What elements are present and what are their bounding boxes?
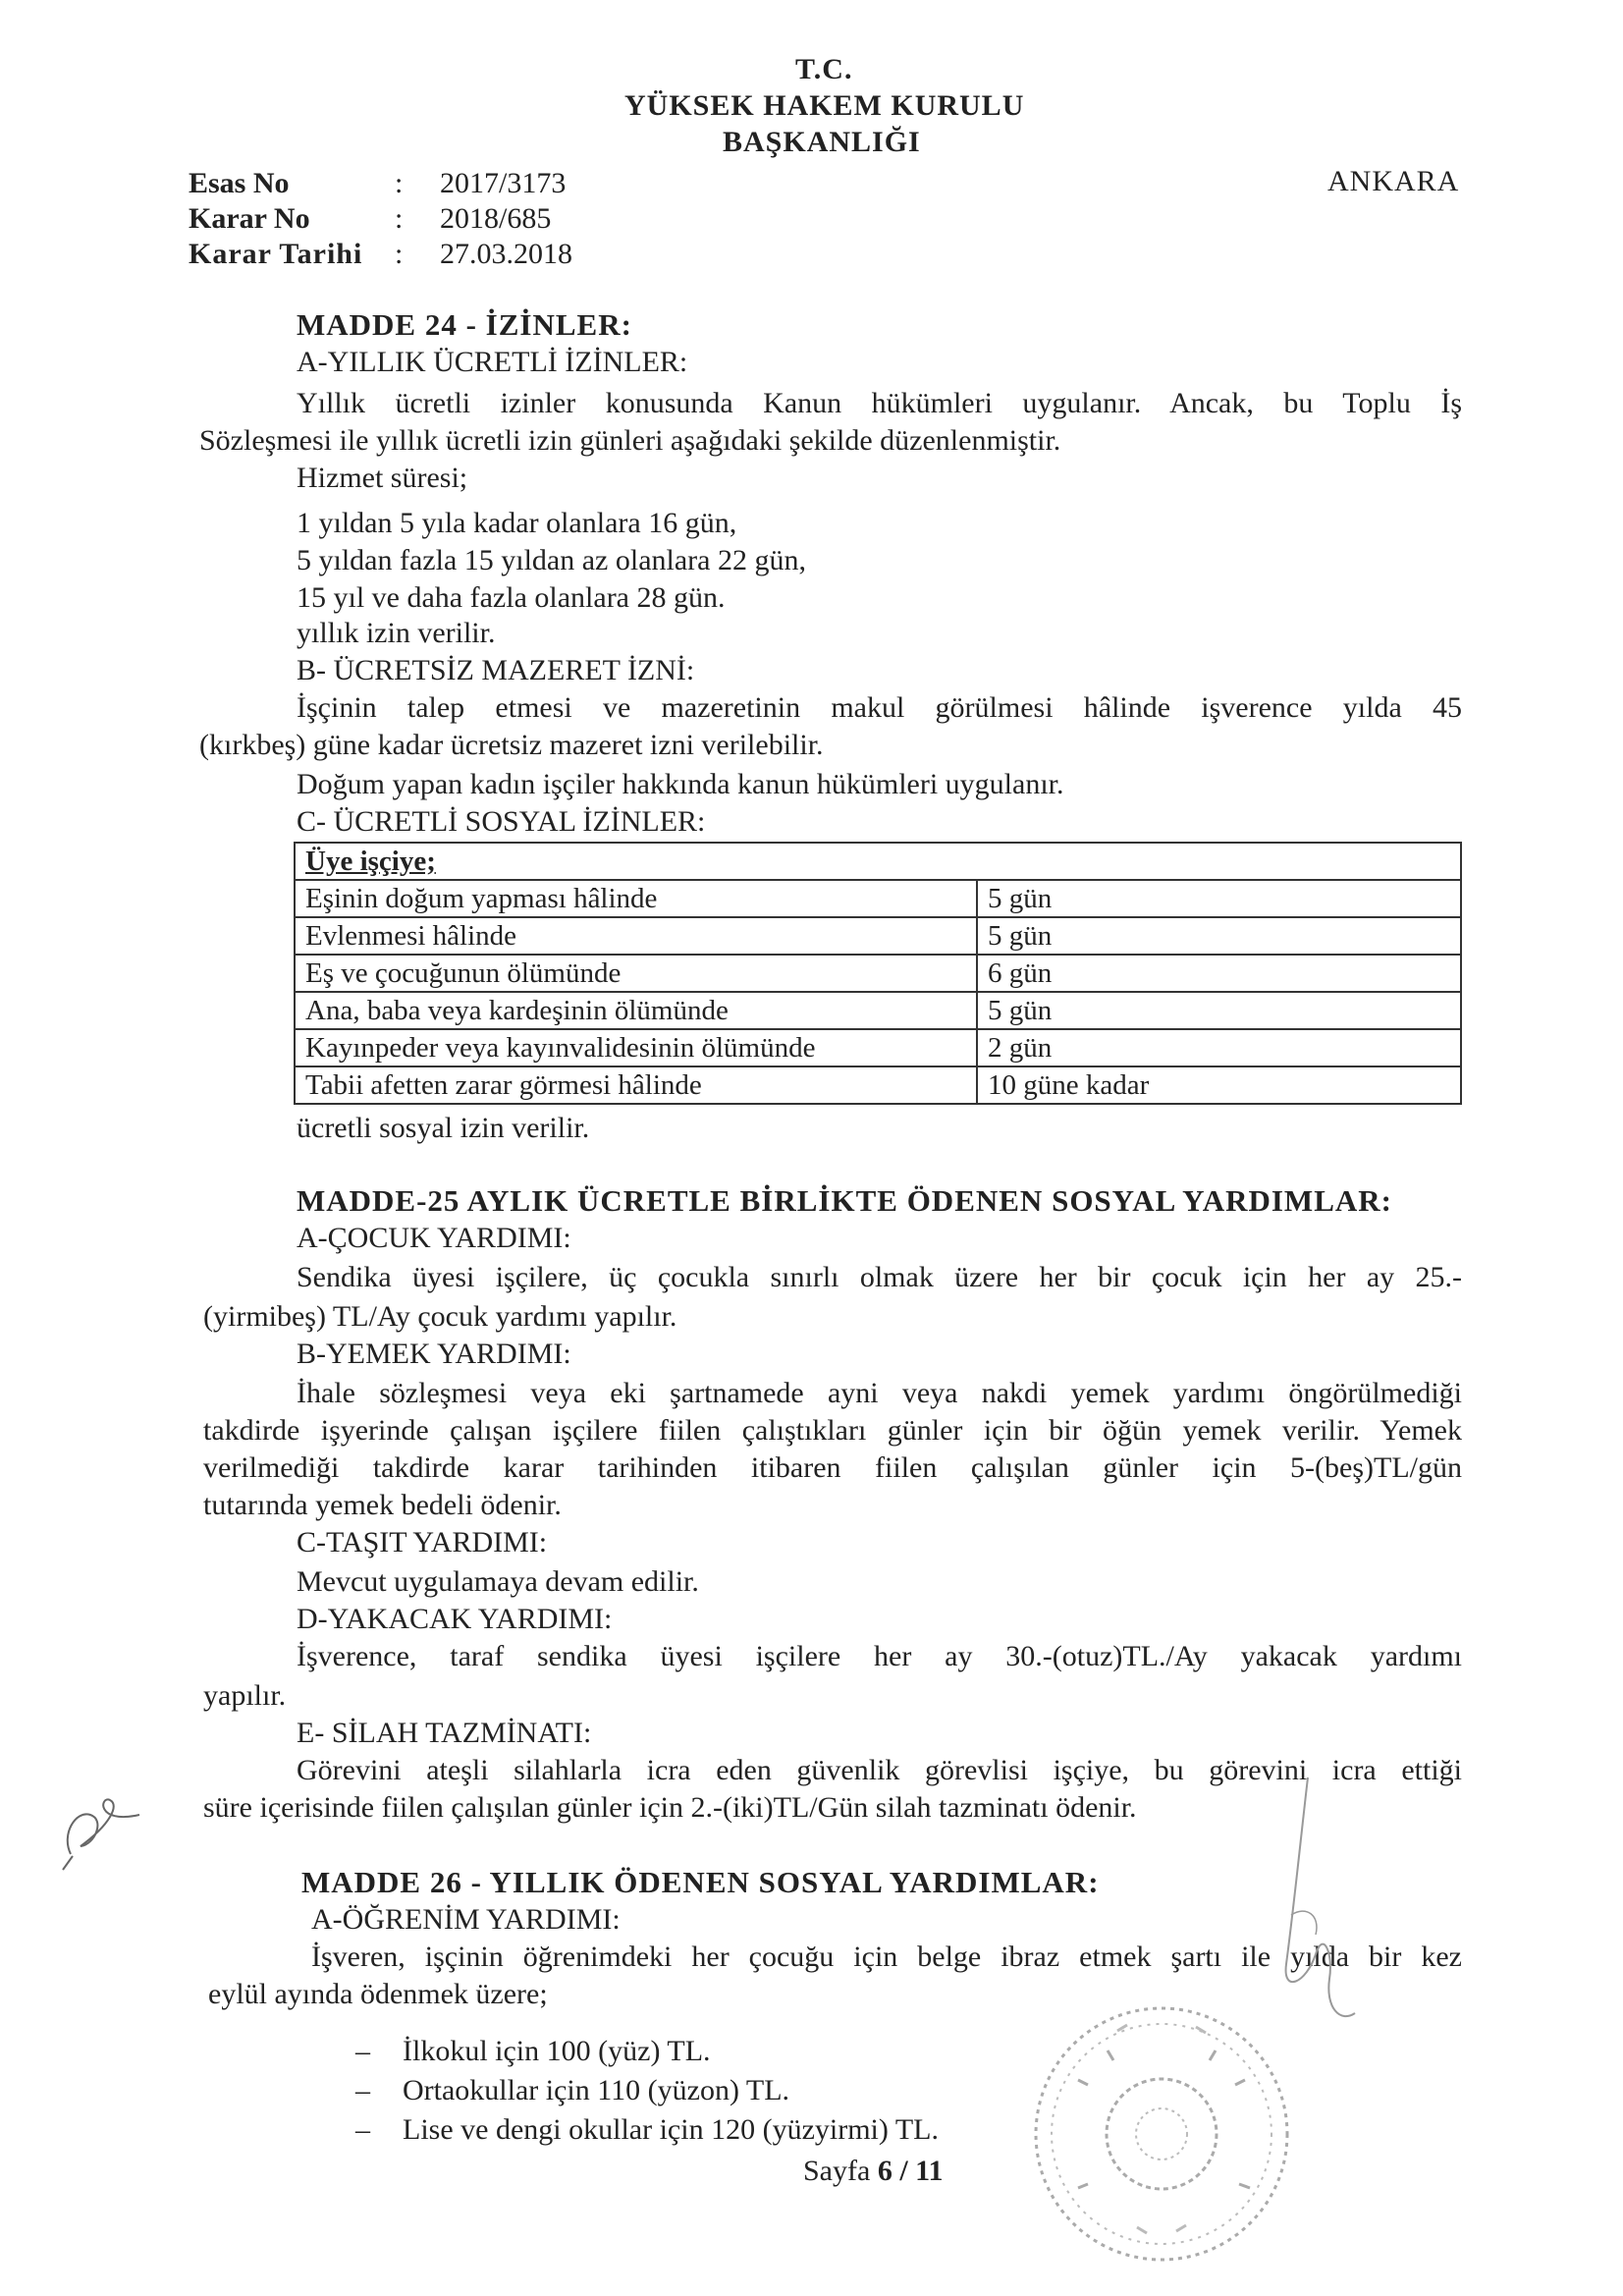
paragraph-line: 1 yıldan 5 yıla kadar olanlara 16 gün, [297, 507, 737, 539]
table-cell-days: 5 gün [977, 917, 1461, 955]
header-city: ANKARA [1327, 165, 1460, 197]
page-label: Sayfa [803, 2155, 871, 2187]
table-cell-days: 10 güne kadar [977, 1066, 1461, 1104]
list-item: İlkokul için 100 (yüz) TL. [403, 2035, 711, 2067]
meta-sep: : [395, 167, 404, 199]
table-cell-reason: Ana, baba veya kardeşinin ölümünde [295, 992, 977, 1029]
meta-label: Karar Tarihi [189, 238, 363, 270]
table-cell-days: 6 gün [977, 955, 1461, 992]
page-number [803, 2153, 944, 2190]
subsection-title: B-YEMEK YARDIMI: [297, 1338, 571, 1370]
list-item: Lise ve dengi okullar için 120 (yüzyirmi) TL. [403, 2113, 939, 2146]
subsection-title: B- ÜCRETSİZ MAZERET İZNİ: [297, 654, 695, 686]
paragraph-line: takdirde işyerinde çalışan işçilere fiilen çalıştıkları günler için bir öğün yemek verilir. Yemek [203, 1414, 1462, 1447]
meta-sep: : [395, 238, 404, 270]
table-cell-days: 2 gün [977, 1029, 1461, 1066]
subsection-title: D-YAKACAK YARDIMI: [297, 1603, 613, 1635]
section-title-m24: MADDE 24 - İZİNLER: [297, 307, 632, 342]
paragraph-line: 15 yıl ve daha fazla olanlara 28 gün. [297, 581, 726, 614]
paragraph-line: İhale sözleşmesi veya eki şartnamede ayni veya nakdi yemek yardımı öngörülmediği [297, 1377, 1462, 1409]
table-header-cell: Üye işçiye; [295, 843, 1461, 880]
subsection-title: A-ÖĞRENİM YARDIMI: [311, 1903, 621, 1936]
list-bullet: – [355, 2074, 370, 2106]
paragraph-line: 5 yıldan fazla 15 yıldan az olanlara 22 gün, [297, 544, 806, 576]
paragraph-line: Görevini ateşli silahlarla icra eden güvenlik görevlisi işçiye, bu görevini icra ettiği [297, 1754, 1462, 1786]
paragraph-line: Sendika üyesi işçilere, üç çocukla sınırlı olmak üzere her bir çocuk için her ay 25.- [297, 1261, 1462, 1293]
paragraph-line: İşveren, işçinin öğrenimdeki her çocuğu için belge ibraz etmek şartı ile yılda bir kez [311, 1941, 1462, 1973]
subsection-title: E- SİLAH TAZMİNATI: [297, 1717, 592, 1749]
paragraph-line: eylül ayında ödenmek üzere; [208, 1978, 548, 2010]
table-cell-reason: Evlenmesi hâlinde [295, 917, 977, 955]
official-seal-stamp [1019, 1992, 1304, 2276]
paragraph-line: İşverence, taraf sendika üyesi işçilere her ay 30.-(otuz)TL./Ay yakacak yardımı [297, 1640, 1462, 1672]
paragraph-line: yapılır. [203, 1679, 287, 1712]
list-bullet: – [355, 2113, 370, 2146]
table-row [295, 880, 1461, 917]
paragraph-line: ücretli sosyal izin verilir. [297, 1112, 590, 1144]
table-row [295, 1066, 1461, 1104]
header-presidency: BAŞKANLIĞI [723, 126, 921, 158]
page-separator: / [899, 2155, 908, 2187]
list-bullet: – [355, 2035, 370, 2067]
paragraph-line: Doğum yapan kadın işçiler hakkında kanun hükümleri uygulanır. [297, 768, 1064, 800]
paragraph-line: (yirmibeş) TL/Ay çocuk yardımı yapılır. [203, 1300, 677, 1333]
page-current: 6 [877, 2155, 893, 2187]
header-institution: YÜKSEK HAKEM KURULU [624, 89, 1025, 122]
paragraph-line: yıllık izin verilir. [297, 617, 496, 649]
header-tc: T.C. [795, 53, 853, 85]
list-item: Ortaokullar için 110 (yüzon) TL. [403, 2074, 790, 2106]
paragraph-line: Hizmet süresi; [297, 462, 468, 494]
subsection-title: C- ÜCRETLİ SOSYAL İZİNLER: [297, 805, 706, 838]
meta-value: 2017/3173 [440, 167, 567, 199]
paragraph-line: süre içerisinde fiilen çalışılan günler için 2.-(iki)TL/Gün silah tazminatı ödenir. [203, 1791, 1137, 1824]
section-title-m26: MADDE 26 - YILLIK ÖDENEN SOSYAL YARDIMLAR: [301, 1865, 1100, 1899]
section-title-m25: MADDE-25 AYLIK ÜCRETLE BİRLİKTE ÖDENEN SOSYAL YARDIMLAR: [297, 1183, 1392, 1218]
meta-value: 27.03.2018 [440, 238, 572, 270]
table-row [295, 955, 1461, 992]
table-cell-reason: Kayınpeder veya kayınvalidesinin ölümünde [295, 1029, 977, 1066]
subsection-title: C-TAŞIT YARDIMI: [297, 1526, 548, 1558]
table-row [295, 917, 1461, 955]
table-cell-reason: Eşinin doğum yapması hâlinde [295, 880, 977, 917]
paragraph-line: Mevcut uygulamaya devam edilir. [297, 1565, 699, 1598]
page-total: 11 [915, 2155, 944, 2187]
meta-label: Karar No [189, 202, 310, 235]
meta-value: 2018/685 [440, 202, 552, 235]
table-cell-days: 5 gün [977, 992, 1461, 1029]
paragraph-line: tutarında yemek bedeli ödenir. [203, 1489, 562, 1521]
paragraph-line: Yıllık ücretli izinler konusunda Kanun hükümleri uygulanır. Ancak, bu Toplu İş [297, 387, 1462, 419]
table-cell-reason: Tabii afetten zarar görmesi hâlinde [295, 1066, 977, 1104]
table-cell-days: 5 gün [977, 880, 1461, 917]
table-cell-reason: Eş ve çocuğunun ölümünde [295, 955, 977, 992]
paragraph-line: İşçinin talep etmesi ve mazeretinin makul görülmesi hâlinde işverence yılda 45 [297, 691, 1462, 724]
meta-label: Esas No [189, 167, 290, 199]
paragraph-line: Sözleşmesi ile yıllık ücretli izin günleri aşağıdaki şekilde düzenlenmiştir. [199, 424, 1061, 457]
table-row [295, 992, 1461, 1029]
subsection-title: A-ÇOCUK YARDIMI: [297, 1222, 571, 1254]
subsection-title: A-YILLIK ÜCRETLİ İZİNLER: [297, 346, 688, 378]
paragraph-line: verilmediği takdirde karar tarihinden itibaren fiilen çalışılan günler için 5-(beş)TL/gün [203, 1451, 1462, 1484]
paragraph-line: (kırkbeş) güne kadar ücretsiz mazeret izni verilebilir. [199, 729, 824, 761]
table-row [295, 1029, 1461, 1066]
meta-sep: : [395, 202, 404, 235]
social-leave-table [294, 842, 1462, 1105]
table-header-row [295, 843, 1461, 880]
margin-initial-signature [51, 1785, 149, 1874]
